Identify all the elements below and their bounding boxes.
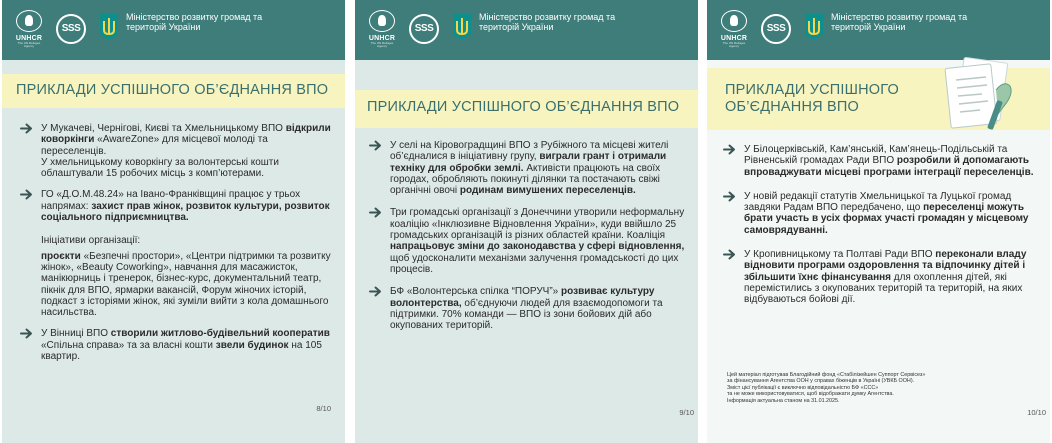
item-text: [390, 140, 687, 196]
list-item: [369, 286, 687, 331]
slide-header: [2, 0, 345, 60]
body-text: «Безпечні простори», «Центри підтримки та розвитку жінок», «Beauty Coworking», навчання для масажисток, манікюрниць і тренерок, бізнес-курс, документальний театр, пікнік для ВПО, ярмарки вакансій, Форум жіночих історій, подкаст з історіями жінок, які зуміли вийти з кола домашнього насильства.: [41, 250, 331, 319]
body-text: У селі на Кіровоградщині ВПО з Рубіжного та місцеві жителі об’єдналися в ініціативну групу,: [390, 140, 669, 163]
unhcr-logo: UNHCR The UN Refugee Agency: [15, 10, 43, 52]
highlight-text: переконали владу відновити програми оздоровлення та відпочинку дітей і збільшити їхнє фінансування: [744, 249, 1027, 283]
item-text: [41, 189, 332, 223]
item-text: [41, 328, 332, 362]
page-number: 10/10: [1027, 408, 1046, 417]
list-item: [20, 189, 332, 318]
arrow-right-icon: [723, 144, 737, 155]
body-text: У Кропивницькому та Полтаві Ради ВПО: [744, 249, 936, 261]
body-text: У Вінниці ВПО: [41, 328, 111, 340]
slide-content: [723, 144, 1043, 319]
slide-9: [355, 0, 698, 443]
list-item: [369, 207, 687, 275]
footnote-line: Зміст цієї публікації є виключно відповідальністю БФ «ССС»: [727, 384, 879, 391]
item-text: [744, 191, 1043, 236]
slide-title: ПРИКЛАДИ УСПІШНОГО ОБ’ЄДНАННЯ ВПО: [725, 82, 899, 115]
body-text: об’єднуючи людей для взаємодопомоги та підтримки. 70% команди — ВПО із зони бойових дій або окупованих територій.: [390, 297, 663, 332]
ministry-trident-logo: [803, 12, 825, 44]
item-text: [744, 249, 1043, 305]
sss-logo: SSS: [56, 14, 86, 44]
footnote: [727, 372, 977, 404]
arrow-right-icon: [20, 328, 34, 339]
ministry-name: Міністерство розвитку громад та територій України: [479, 12, 616, 32]
highlight-text: звели будинок: [215, 339, 289, 351]
highlight-text: розробили й допомагають впроваджувати місцеві програми інтеграції переселенців.: [744, 155, 1034, 178]
highlight-text: відкрили коворкінги: [41, 123, 331, 146]
list-item: [723, 191, 1043, 236]
title-band: [355, 90, 698, 128]
body-text: для охоплення дітей, які перемістились з окупованих територій та територій, на яких відбуваються бойові дії.: [744, 271, 1023, 306]
slide-content: [369, 140, 687, 342]
item-text: [390, 286, 687, 331]
item-text: [744, 144, 1043, 178]
footnote-line: Інформація актуальна станом на 31.01.2025.: [727, 397, 840, 404]
list-item: [20, 123, 332, 179]
body-text: Три громадські організації з Донеччини утворили неформальну коаліцію «Інклюзивне Відновлення України», куди ввійшло 25 громадських організацій із різних областей країни. Коаліція: [390, 207, 685, 242]
footnote-line: та не може використовуватися, щоб відображати думку Агентства.: [727, 391, 894, 398]
slide-title: ПРИКЛАДИ УСПІШНОГО ОБ’ЄДНАННЯ ВПО: [16, 82, 329, 98]
highlight-text: розвиває культуру волонтерства,: [390, 286, 655, 309]
documents-icon: [930, 56, 1018, 146]
slide-content: [20, 123, 332, 372]
page-number: 9/10: [679, 408, 694, 417]
item-paragraph: [41, 235, 332, 246]
footnote-line: за фінансування Агентства ООН у справах біженців в Україні (УВКБ ООН).: [727, 378, 915, 385]
arrow-right-icon: [369, 207, 383, 218]
unhcr-logo: UNHCR The UN Refugee Agency: [368, 10, 396, 52]
list-item: [20, 328, 332, 362]
highlight-text: виграли грант і отримали техніку для обробки землі.: [390, 151, 667, 174]
slide-header: [707, 0, 1050, 60]
slide-title: ПРИКЛАДИ УСПІШНОГО ОБ’ЄДНАННЯ ВПО: [367, 99, 680, 115]
footnote-line: Цей матеріал підготував Благодійний фонд «Стабілізейшен Суппорт Сервісез»: [727, 372, 926, 378]
body-text: Ініціативи організації:: [41, 235, 141, 247]
sss-logo: SSS: [761, 14, 791, 44]
slide-10: [707, 0, 1050, 443]
page-number: 8/10: [316, 404, 331, 413]
list-item: [723, 249, 1043, 305]
highlight-text: проєкти: [41, 250, 81, 262]
sss-logo: SSS: [409, 14, 439, 44]
item-text: [41, 123, 332, 157]
ministry-trident-logo: [451, 12, 473, 44]
body-text: БФ «Волонтерська спілка “ПОРУЧ”»: [390, 286, 562, 298]
highlight-text: створили житлово-будівельний кооператив: [110, 328, 330, 340]
body-text: «AwareZone» для місцевої молоді та переселенців.: [41, 134, 268, 157]
body-text: У Мукачеві, Чернігові, Києві та Хмельницькому ВПО: [41, 123, 286, 134]
arrow-right-icon: [369, 140, 383, 151]
arrow-right-icon: [723, 249, 737, 260]
highlight-text: переселенці можуть брати участь в усіх формах участі громадян у місцевому самоврядуванні.: [744, 202, 1029, 236]
unhcr-logo: UNHCR The UN Refugee Agency: [720, 10, 748, 52]
highlight-text: напрацьовує зміни до законодавства у сфері відновлення,: [390, 241, 685, 253]
arrow-right-icon: [723, 191, 737, 202]
title-band: [2, 74, 345, 108]
list-item: [723, 144, 1043, 178]
list-item: [369, 140, 687, 196]
highlight-text: родинам вимушених переселенців.: [459, 185, 636, 197]
slide-header: [355, 0, 698, 60]
highlight-text: захист прав жінок, розвиток культури, розвиток соціального підприємництва.: [41, 200, 330, 224]
ministry-name: Міністерство розвитку громад та територій України: [126, 12, 263, 32]
slide-8: [2, 0, 345, 443]
ministry-trident-logo: [98, 12, 120, 44]
body-text: Активісти працюють на своїх городах, обробляють покинуті ділянки та постачають свіжі органічні овочі: [390, 162, 661, 197]
body-text: «Спільна справа» та за власні кошти: [41, 339, 216, 351]
item-paragraph: [41, 251, 332, 319]
body-text: ГО «Д.О.М.48.24» на Івано-Франківщині працює у трьох напрямах:: [41, 189, 301, 212]
body-text: щоб удосконалити механізми залучення громадськості до цих процесів.: [390, 252, 679, 275]
arrow-right-icon: [369, 286, 383, 297]
body-text: У новій редакції статутів Хмельницької та Луцької громад завдяки Радам ВПО передбачено, що: [744, 190, 1012, 214]
body-text: У Білоцерківській, Кам’янській, Кам’янець-Подільській та Рівненській громадах Ради ВПО: [744, 144, 1008, 167]
arrow-right-icon: [20, 189, 34, 200]
body-text: на 105 квартир.: [41, 339, 322, 363]
arrow-right-icon: [20, 123, 34, 134]
item-text: [390, 207, 687, 275]
item-paragraph: У хмельницькому коворкінгу за волонтерські кошти облаштували 15 робочих місць з комп’ютерами.: [41, 156, 279, 180]
ministry-name: Міністерство розвитку громад та територій України: [831, 12, 968, 32]
